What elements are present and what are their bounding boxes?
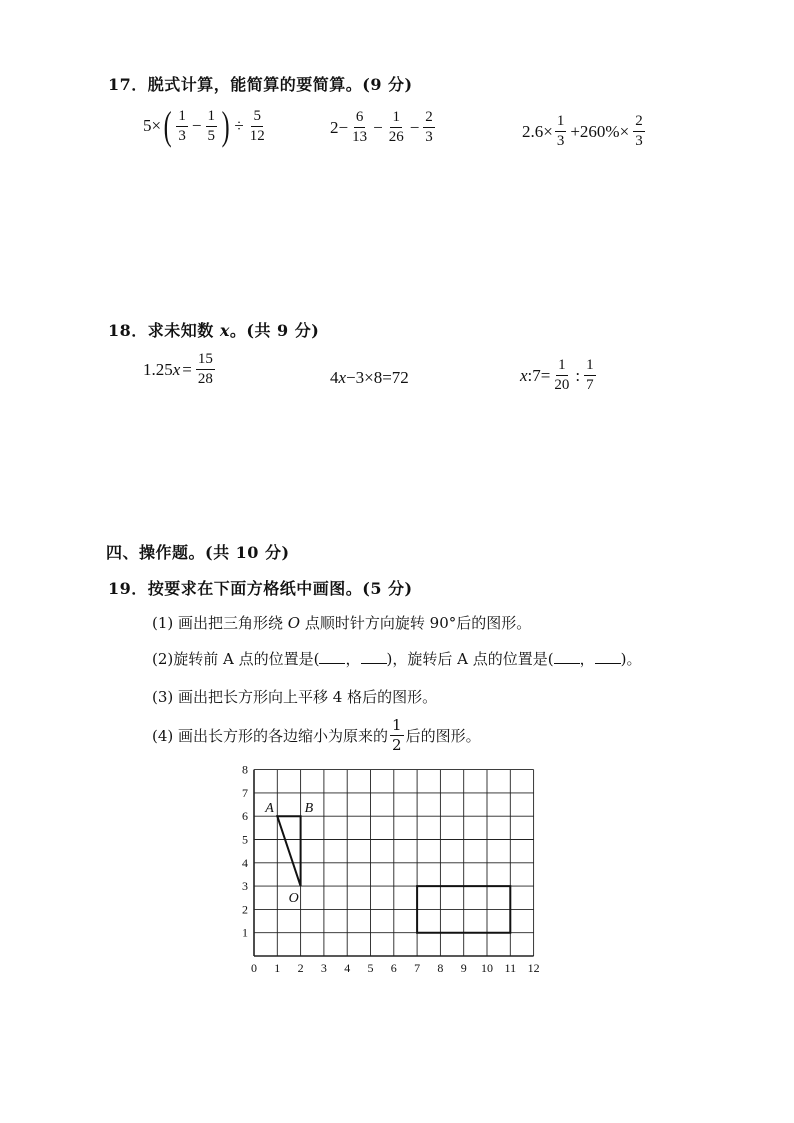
operator: − [373,117,383,137]
x-tick-label: 2 [297,961,304,975]
y-tick-label: 4 [242,855,248,870]
term: 4 [330,368,339,387]
x-tick-label: 0 [251,961,257,975]
y-tick-label: 3 [242,879,248,894]
grid-lines [254,770,534,956]
q18-title: 18．求未知数 x。(共 9 分) [108,321,320,340]
fraction: $\frac{1}{7}$ [586,357,594,393]
variable: x [520,365,528,385]
x-tick-label: 3 [320,961,327,975]
operator: : [575,365,581,385]
term: 5× [143,116,162,135]
q19-title: 19．按要求在下面方格纸中画图。(5 分) [108,579,413,598]
y-tick-label: 8 [242,762,248,777]
operator: +260%× [570,121,630,141]
fraction: $\frac{6}{13}$ [352,109,368,145]
term: 1.25 [143,359,173,379]
right-paren: ) [221,103,230,148]
operator: − [191,116,202,135]
fraction: $\frac{2}{3}$ [635,113,643,149]
point-b-label: B [304,801,314,817]
q19-item-3: (3) 画出把长方形向上平移 4 格后的图形。 [152,688,438,706]
x-tick-label: 11 [504,961,517,975]
variable: x [338,368,347,387]
triangle-shape [277,816,300,886]
x-tick-label: 1 [274,961,281,975]
operator: ÷ [234,116,244,135]
operator: − [409,117,420,137]
fraction: $\frac{1}{20}$ [554,357,570,393]
x-tick-label: 9 [460,961,467,975]
fraction: $\frac{1}{5}$ [207,107,216,144]
variable: x [172,359,181,379]
x-tick-label: 5 [367,961,374,975]
q19-item-4: (4) 画出长方形的各边缩小为原来的 $\frac{1}{2}$ 后的图形。 [152,716,481,754]
q19-item-1: (1) 画出把三角形绕 O 点顺时针方向旋转 90°后的图形。 [152,614,532,632]
x-tick-label: 7 [414,961,421,975]
q19-item-2: (2)旋转前 A 点的位置是( ， )，旋转后 A 点的位置是( ， )。 [152,650,642,668]
fraction: $\frac{1}{3}$ [556,113,565,149]
x-tick-label: 10 [481,961,493,975]
y-tick-label: 2 [242,902,248,917]
term: 2− [330,117,349,137]
left-paren: ( [163,103,172,148]
y-tick-label: 6 [242,809,248,824]
fraction: $\frac{1}{26}$ [388,109,404,145]
point-a-label: A [265,801,274,817]
y-tick-label: 7 [242,785,248,800]
fraction: $\frac{1}{3}$ [178,107,186,144]
q17-title: 17．脱式计算，能简算的要简算。(9 分) [108,75,413,94]
point-o-label: O [288,891,299,907]
grid-labels [242,763,540,975]
term: 2.6× [522,121,553,141]
term: −3×8=72 [346,368,409,387]
x-tick-label: 8 [437,961,444,975]
fraction: $\frac{5}{12}$ [249,107,265,144]
x-tick-label: 6 [390,961,397,975]
y-tick-label: 5 [242,832,248,847]
fraction: $\frac{2}{3}$ [425,109,433,145]
fraction: $\frac{15}{28}$ [197,351,213,387]
section-4-title: 四、操作题。(共 10 分) [106,543,290,562]
fraction: $\frac{1}{2}$ [392,716,402,754]
x-tick-label: 4 [344,961,351,975]
x-tick-label: 12 [527,961,540,975]
operator: = [182,359,192,379]
y-tick-label: 1 [242,925,248,940]
term: :7= [527,365,551,385]
